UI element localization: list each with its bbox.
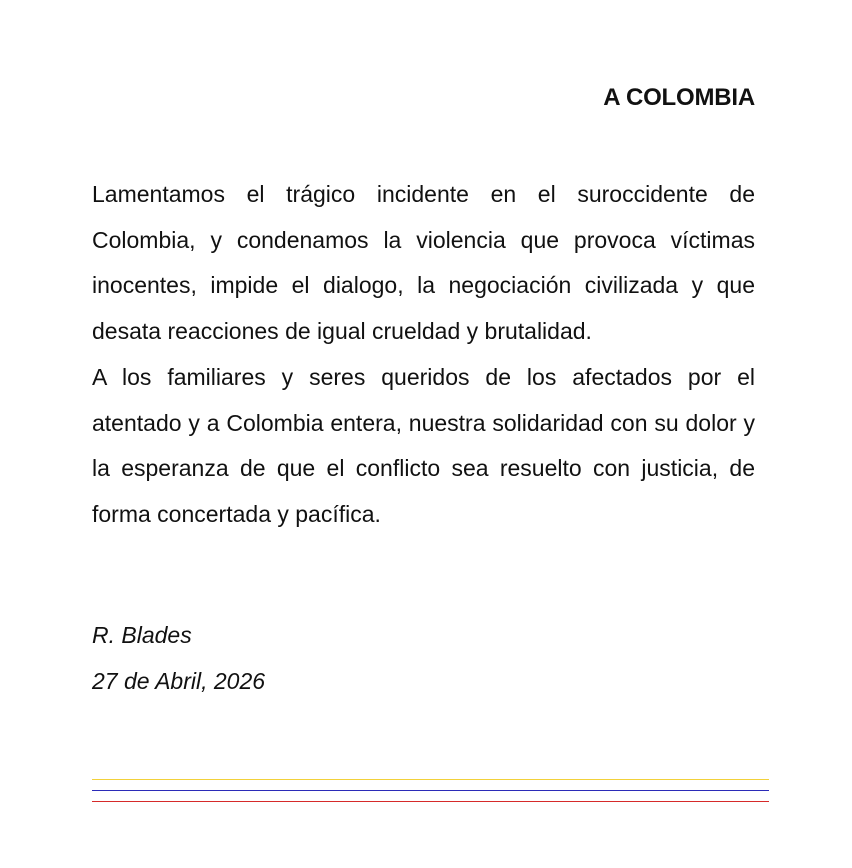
- red-stripe: [92, 801, 769, 802]
- flag-stripes: [92, 779, 769, 803]
- letter-paragraph-2: A los familiares y seres queridos de los afectados por el atentado y a Colombia entera, nuestra solidaridad con su dolor y la esperanza de que el conflicto sea resuelto con justicia, de forma concertada y pacífica.: [92, 363, 755, 527]
- signature-block: [92, 612, 265, 704]
- letter-title: A COLOMBIA: [603, 84, 755, 111]
- signature-date: 27 de Abril, 2026: [92, 668, 266, 694]
- yellow-stripe: [92, 779, 769, 780]
- letter-paragraph-1: Lamentamos el trágico incidente en el suroccidente de Colombia, y condenamos la violencia que provoca víctimas inocentes, impide el dialogo, la negociación civilizada y que desata reacciones de igual crueldad y brutalidad.: [92, 181, 755, 345]
- letter-body: [92, 172, 755, 538]
- blue-stripe: [92, 790, 769, 791]
- signature-name: R. Blades: [92, 622, 192, 648]
- letter-page: [92, 0, 755, 868]
